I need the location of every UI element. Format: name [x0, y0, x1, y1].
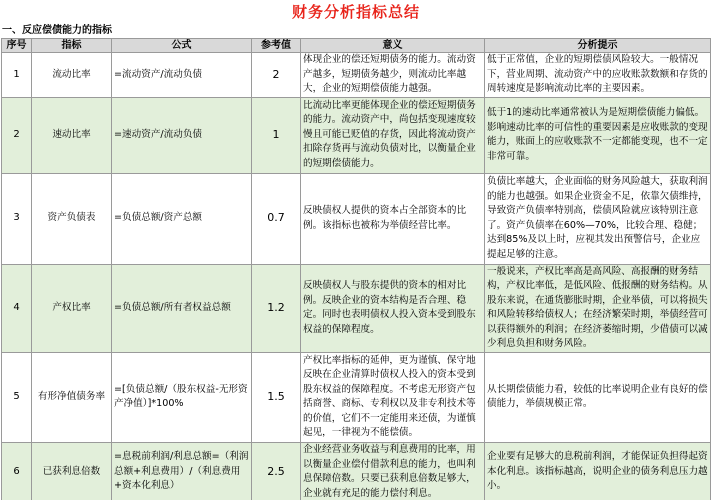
- row-tips: 低于1的速动比率通常被认为是短期偿债能力偏低。影响速动比率的可信性的重要因素是应收账款的变现能力，账面上的应收账款不一定都能变现，也不一定非常可靠。: [485, 97, 711, 173]
- header-indicator: 指标: [32, 39, 112, 53]
- row-ref: 2.5: [252, 442, 301, 500]
- header-no: 序号: [2, 39, 32, 53]
- row-indicator: 产权比率: [32, 264, 112, 352]
- section-heading: 一、反应偿债能力的指标: [2, 25, 112, 36]
- table-row: [2, 442, 711, 500]
- row-formula: =负债总额/所有者权益总额: [112, 264, 252, 352]
- row-tips: 低于正常值，企业的短期偿债风险较大。一般情况下，营业周期、流动资产中的应收账款数额和存货的周转速度是影响流动比率的主要因素。: [485, 53, 711, 98]
- row-meaning: 反映债权人与股东提供的资本的相对比例。反映企业的资本结构是否合理、稳定。同时也表明债权人投入资本受到股东权益的保障程度。: [301, 264, 485, 352]
- row-formula: =息税前利润/利息总额=（利润总额+利息费用）/（利息费用+资本化利息）: [112, 442, 252, 500]
- row-tips: 一般说来，产权比率高是高风险、高报酬的财务结构，产权比率低，是低风险、低报酬的财务结构。从股东来说，在通货膨胀时期，企业举债，可以将损失和风险转移给债权人；在经济繁荣时期，举债经营可以获得额外的利润；在经济萎缩时期，少借债可以减少利息负担和财务风险。: [485, 264, 711, 352]
- header-meaning: 意义: [301, 39, 485, 53]
- row-formula: =[负债总额/（股东权益-无形资产净值）]*100%: [112, 352, 252, 442]
- header-formula: 公式: [112, 39, 252, 53]
- header-tips: 分析提示: [485, 39, 711, 53]
- row-meaning: 产权比率指标的延伸，更为谨慎、保守地反映在企业清算时债权人投入的资本受到股东权益的保障程度。不考虑无形资产包括商誉、商标、专利权以及非专利技术等的价值，它们不一定能用来还债，为谨慎起见，一律视为不能偿债。: [301, 352, 485, 442]
- row-meaning: 企业经营业务收益与利息费用的比率，用以衡量企业偿付借款利息的能力，也叫利息保障倍数。只要已获利息倍数足够大，企业就有充足的能力偿付利息。: [301, 442, 485, 500]
- row-tips: 从长期偿债能力看，较低的比率说明企业有良好的偿债能力，举债规模正常。: [485, 352, 711, 442]
- row-indicator: 已获利息倍数: [32, 442, 112, 500]
- table-header-row: [2, 39, 711, 53]
- row-formula: =负债总额/资产总额: [112, 173, 252, 264]
- page-title: 财务分析指标总结: [291, 3, 420, 21]
- row-indicator: 资产负债表: [32, 173, 112, 264]
- row-no: 4: [2, 264, 32, 352]
- row-ref: 1.5: [252, 352, 301, 442]
- row-ref: 1.2: [252, 264, 301, 352]
- row-no: 1: [2, 53, 32, 98]
- indicator-table: [1, 38, 711, 500]
- row-formula: =速动资产/流动负债: [112, 97, 252, 173]
- row-no: 3: [2, 173, 32, 264]
- row-no: 2: [2, 97, 32, 173]
- row-formula: =流动资产/流动负债: [112, 53, 252, 98]
- row-ref: 0.7: [252, 173, 301, 264]
- table-row: [2, 352, 711, 442]
- row-ref: 1: [252, 97, 301, 173]
- row-tips: 企业要有足够大的息税前利润，才能保证负担得起资本化利息。该指标越高，说明企业的债务利息压力越小。: [485, 442, 711, 500]
- row-meaning: 反映债权人提供的资本占全部资本的比例。该指标也被称为举债经营比率。: [301, 173, 485, 264]
- header-ref: 参考值: [252, 39, 301, 53]
- row-meaning: 体现企业的偿还短期债务的能力。流动资产越多，短期债务越少，则流动比率越大，企业的短期偿债能力越强。: [301, 53, 485, 98]
- table-row: [2, 97, 711, 173]
- table-row: [2, 264, 711, 352]
- row-tips: 负债比率越大，企业面临的财务风险越大，获取利润的能力也越强。如果企业资金不足，依靠欠债维持，导致资产负债率特别高，偿债风险就应该特别注意了。资产负债率在60%—70%，比较合理、稳健；达到85%及以上时，应视其发出预警信号，企业应提起足够的注意。: [485, 173, 711, 264]
- row-ref: 2: [252, 53, 301, 98]
- row-indicator: 流动比率: [32, 53, 112, 98]
- table-row: [2, 173, 711, 264]
- row-indicator: 速动比率: [32, 97, 112, 173]
- row-indicator: 有形净值债务率: [32, 352, 112, 442]
- row-meaning: 比流动比率更能体现企业的偿还短期债务的能力。流动资产中，尚包括变现速度较慢且可能已贬值的存货，因此将流动资产扣除存货再与流动负债对比，以衡量企业的短期偿债能力。: [301, 97, 485, 173]
- row-no: 5: [2, 352, 32, 442]
- row-no: 6: [2, 442, 32, 500]
- table-row: [2, 53, 711, 98]
